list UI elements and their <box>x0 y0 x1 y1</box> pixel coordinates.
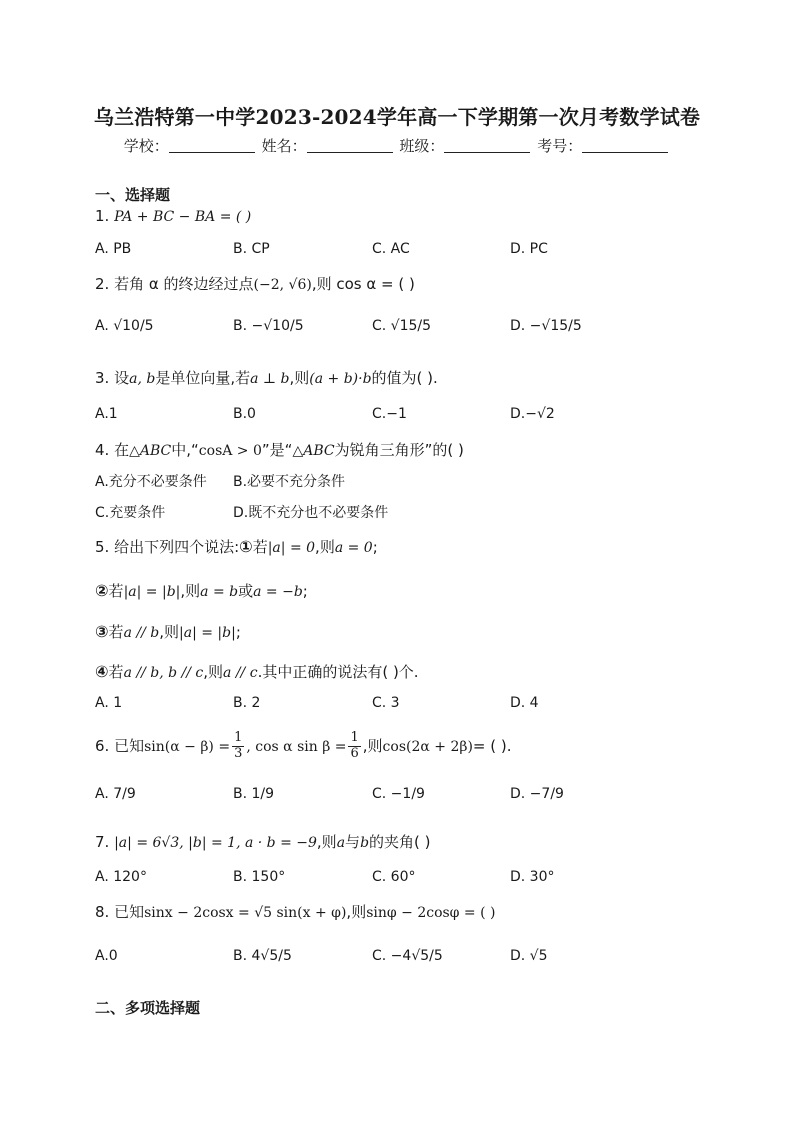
question-number: 2. <box>95 275 110 293</box>
name-label: 姓名： <box>261 137 307 155</box>
option-c[interactable]: C. AC <box>372 241 410 257</box>
option-b[interactable]: B. −√10/5 <box>233 318 304 334</box>
question-2 <box>95 273 415 294</box>
option-d[interactable]: D. √5 <box>510 948 548 964</box>
question-6 <box>95 731 512 762</box>
statement-2 <box>95 580 308 601</box>
option-d[interactable]: D. 4 <box>510 695 539 711</box>
option-b[interactable]: B.0 <box>233 406 256 422</box>
option-b[interactable]: B. 4√5/5 <box>233 948 292 964</box>
option-c[interactable]: C. √15/5 <box>372 318 432 334</box>
option-d[interactable]: D. 30° <box>510 869 555 885</box>
question-text: 为锐角三角形”的( ) <box>334 441 464 459</box>
fraction-denominator: 6 <box>350 745 359 761</box>
id-blank[interactable] <box>582 138 668 153</box>
vector-expression: |a| = |b| <box>123 584 181 600</box>
trig-expression: sinφ − 2cosφ = ( ) <box>366 905 496 921</box>
option-b[interactable]: B. 150° <box>233 869 286 885</box>
option-b[interactable]: B. 2 <box>233 695 261 711</box>
question-number: 5. <box>95 538 110 556</box>
question-4 <box>95 439 464 460</box>
vector-expression: a = −b <box>253 584 303 600</box>
vector-expression: |a| = 0 <box>267 540 316 556</box>
vector-expression: (a + b)·b <box>309 371 372 387</box>
statement-text: 若 <box>108 663 124 681</box>
option-d[interactable]: D. −√15/5 <box>510 318 582 334</box>
statement-text: ,则 <box>315 538 335 556</box>
option-a[interactable]: A. 7/9 <box>95 786 136 802</box>
question-text: ,则 <box>316 833 337 851</box>
option-d[interactable]: D.−√2 <box>510 406 555 422</box>
fraction-numerator: 1 <box>234 730 243 745</box>
option-a[interactable]: A. √10/5 <box>95 318 154 334</box>
statement-text: ,则 <box>180 582 201 600</box>
statement-text: 或 <box>238 582 254 600</box>
option-c[interactable]: C. 3 <box>372 695 400 711</box>
question-1 <box>95 207 251 225</box>
option-a[interactable]: A.0 <box>95 948 118 964</box>
statement-mark: ① <box>239 537 253 556</box>
statement-text: 若 <box>108 582 124 600</box>
option-a[interactable]: A.充分不必要条件 <box>95 474 207 490</box>
page-title: 乌兰浩特第一中学2023-2024学年高一下学期第一次月考数学试卷 <box>93 105 701 129</box>
statement-text: ; <box>372 538 378 556</box>
question-text: 在 <box>114 441 130 459</box>
question-text: ,则 <box>346 903 367 921</box>
question-text: 若角 α 的终边经过点 <box>114 275 254 293</box>
name-blank[interactable] <box>307 138 393 153</box>
vector-expression: a // b, b // c <box>123 665 204 681</box>
question-number: 7. <box>95 833 110 851</box>
id-label: 考号： <box>537 137 583 155</box>
triangle-expression: △ABC <box>292 443 335 459</box>
sin-expression: sin(α − β) = <box>144 738 231 755</box>
option-c[interactable]: C.−1 <box>372 406 407 422</box>
question-8 <box>95 901 495 922</box>
statement-text: ; <box>235 623 241 641</box>
question-number: 6. <box>95 736 110 755</box>
vector-expression: a, b <box>129 371 156 387</box>
question-text: ,则 <box>289 369 310 387</box>
fraction-numerator: 1 <box>350 730 359 745</box>
class-label: 班级： <box>399 137 445 155</box>
vector-b: b <box>360 835 370 851</box>
question-text: 中,“ <box>171 441 199 459</box>
question-number: 8. <box>95 903 110 921</box>
cos-expression: cosA > 0 <box>198 443 262 459</box>
trig-expression: sinx − 2cosx = √5 sin(x + φ) <box>144 905 347 921</box>
option-b[interactable]: B. CP <box>233 241 270 257</box>
statement-3 <box>95 621 241 642</box>
question-text: 已知 <box>114 736 145 755</box>
option-c[interactable]: C. 60° <box>372 869 416 885</box>
option-c[interactable]: C.充要条件 <box>95 505 166 521</box>
option-a[interactable]: A.1 <box>95 406 118 422</box>
statement-text: 若 <box>252 538 268 556</box>
option-d[interactable]: D. −7/9 <box>510 786 564 802</box>
vector-expression: |a| = 6√3, |b| = 1, a · b = −9 <box>114 835 317 851</box>
option-d[interactable]: D. PC <box>510 241 548 257</box>
question-text: PA + BC − BA = ( ) <box>114 209 252 225</box>
statement-text: ; <box>302 582 308 600</box>
statement-text: ,则 <box>203 663 224 681</box>
question-number: 3. <box>95 369 110 387</box>
question-number: 4. <box>95 441 110 459</box>
question-text: ”是“ <box>261 441 293 459</box>
question-text: = ( ). <box>472 736 512 755</box>
statement-text: 若 <box>108 623 124 641</box>
option-a[interactable]: A. 1 <box>95 695 123 711</box>
vector-expression: a // c <box>223 665 258 681</box>
fraction-denominator: 3 <box>234 745 243 761</box>
question-7 <box>95 831 431 852</box>
statement-mark: ③ <box>95 622 109 641</box>
vector-expression: a = b <box>200 584 239 600</box>
section-heading-choice: 一、选择题 <box>95 186 171 204</box>
statement-mark: ④ <box>95 662 109 681</box>
option-b[interactable]: B.必要不充分条件 <box>233 474 346 490</box>
vector-a: a <box>336 835 346 851</box>
vector-expression: a ⊥ b <box>250 371 290 387</box>
section-heading-multi: 二、多项选择题 <box>95 999 201 1017</box>
question-text: 与 <box>345 833 361 851</box>
question-text: 设 <box>114 369 130 387</box>
statement-mark: ② <box>95 581 109 600</box>
question-3 <box>95 367 438 388</box>
option-c[interactable]: C. −1/9 <box>372 786 425 802</box>
option-c[interactable]: C. −4√5/5 <box>372 948 443 964</box>
fraction <box>348 731 360 762</box>
class-blank[interactable] <box>444 138 530 153</box>
vector-expression: a // b <box>123 625 160 641</box>
student-info-line <box>0 135 794 156</box>
option-b[interactable]: B. 1/9 <box>233 786 275 802</box>
option-d[interactable]: D.既不充分也不必要条件 <box>233 505 389 521</box>
vector-expression: a = 0 <box>334 540 373 556</box>
vector-expression: |a| = |b| <box>179 625 236 641</box>
option-a[interactable]: A. PB <box>95 241 132 257</box>
question-5 <box>95 536 378 557</box>
cos-expression: cos(2α + 2β) <box>382 738 473 755</box>
statement-4 <box>95 661 419 682</box>
fraction <box>232 731 244 762</box>
question-text: 的夹角( ) <box>369 833 431 851</box>
option-a[interactable]: A. 120° <box>95 869 147 885</box>
triangle-expression: △ABC <box>129 443 172 459</box>
question-text: 是单位向量,若 <box>155 369 251 387</box>
statement-text: ,则 <box>159 623 179 641</box>
school-label: 学校： <box>123 137 169 155</box>
cos-sin-expression: , cos α sin β = <box>246 738 347 755</box>
question-text: 已知 <box>114 903 145 921</box>
point-expression: (−2, √6) <box>253 277 312 293</box>
question-text: 的值为( ). <box>371 369 438 387</box>
statement-text: .其中正确的说法有( )个. <box>257 663 419 681</box>
question-text-tail: ,则 cos α = ( ) <box>311 275 415 293</box>
question-text: ,则 <box>362 736 383 755</box>
question-text: 给出下列四个说法: <box>114 538 240 556</box>
school-blank[interactable] <box>169 138 255 153</box>
question-number: 1. <box>95 207 110 225</box>
